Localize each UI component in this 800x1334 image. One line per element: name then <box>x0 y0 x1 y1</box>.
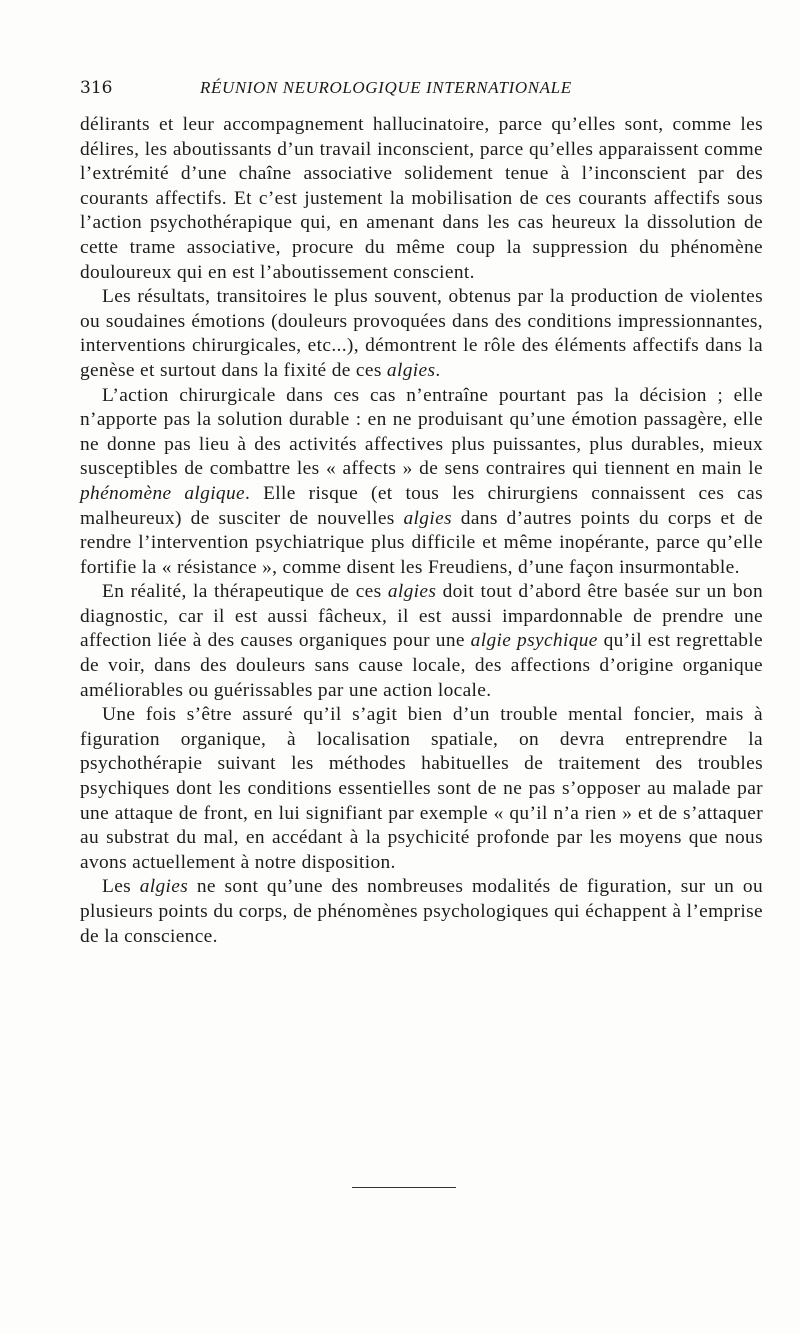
text-run: dans d’autres points du corps et de rendre l’intervention psychiatrique plus difficile et même inopérante, parce qu’elle fortifie la « résistance », comme disent les Freudiens, d’une façon insurmontable. <box>80 507 764 578</box>
paragraph <box>80 384 763 581</box>
text-run: Les <box>102 876 140 898</box>
italic-term: algie psychique <box>470 630 598 652</box>
running-title: RÉUNION NEUROLOGIQUE INTERNATIONALE <box>200 78 572 97</box>
italic-term: algies <box>403 507 452 529</box>
text-run: En réalité, la thérapeutique de ces <box>102 581 388 603</box>
paragraph <box>80 703 763 875</box>
text-run: . <box>435 359 441 381</box>
italic-term: algies <box>386 359 436 381</box>
text-run: ne sont qu’une des nombreuses modalités de figuration, sur un ou plusieurs points du corps, de phénomènes psychologiques qui échappent à l’emprise de la conscience. <box>80 876 763 947</box>
paragraph <box>80 285 763 383</box>
body-text <box>80 113 763 949</box>
page-number: 316 <box>80 78 113 98</box>
text-run: . Elle risque (et tous les chirurgiens connaissent ces cas malheureux) de susciter de nouvelles <box>80 482 763 529</box>
italic-term: algies <box>387 581 437 603</box>
text-run: Les résultats, transitoires le plus souvent, obtenus par la production de violentes ou soudaines émotions (douleurs provoquées dans des conditions impressionnantes, interventions chirurgicales, etc...), démontrent le rôle des éléments affectifs dans la genèse et surtout dans la fixité de ces <box>80 286 763 381</box>
page-header <box>80 78 770 102</box>
text-run: qu’il est regrettable de voir, dans des douleurs sans cause locale, des affections d’origine organique améliorables ou guérissables par une action locale. <box>80 630 763 701</box>
italic-term: phénomène algique <box>80 482 245 504</box>
text-run: Une fois s’être assuré qu’il s’agit bien d’un trouble mental foncier, mais à figuration organique, à localisation spatiale, on devra entreprendre la psychothérapie suivant les méthodes habituelles de traitement des troubles psychiques dont les conditions essentielles sont de ne pas s’opposer au malade par une attaque de front, en lui signifiant par exemple « qu’il n’a rien » et de s’attaquer au substrat du mal, en accédant à la psychicité profonde par les moyens que nous avons actuellement à notre disposition. <box>80 704 763 873</box>
italic-term: algies <box>139 876 189 898</box>
text-run: doit tout d’abord être basée sur un bon diagnostic, car il est aussi fâcheux, il est aussi impardonnable de prendre une affection liée à des causes organiques pour une <box>80 581 763 652</box>
end-rule <box>352 1187 456 1188</box>
text-run: L’action chirurgicale dans ces cas n’entraîne pourtant pas la décision ; elle n’apporte pas la solution durable : en ne produisant qu’une émotion passagère, elle ne donne pas lieu à des activités affectives plus puissantes, plus durables, mieux susceptibles de combattre les « affects » de sens contraires qui tiennent en main le <box>80 384 763 480</box>
paragraph <box>80 113 763 285</box>
paragraph <box>80 580 763 703</box>
paragraph <box>80 875 763 949</box>
text-run: délirants et leur accompagnement hallucinatoire, parce qu’elles sont, comme les délires, les aboutissants d’un travail inconscient, parce qu’elles apparaissent comme l’extrémité d’une chaîne associative solidement tenue à l’inconscient par des courants affectifs. Et c’est justement la mobilisation de ces courants affectifs sous l’action psychothérapique qui, en amenant dans les cas heureux la dissolution de cette trame associative, procure du même coup la suppression du phénomène douloureux qui en est l’aboutissement conscient. <box>80 114 763 283</box>
